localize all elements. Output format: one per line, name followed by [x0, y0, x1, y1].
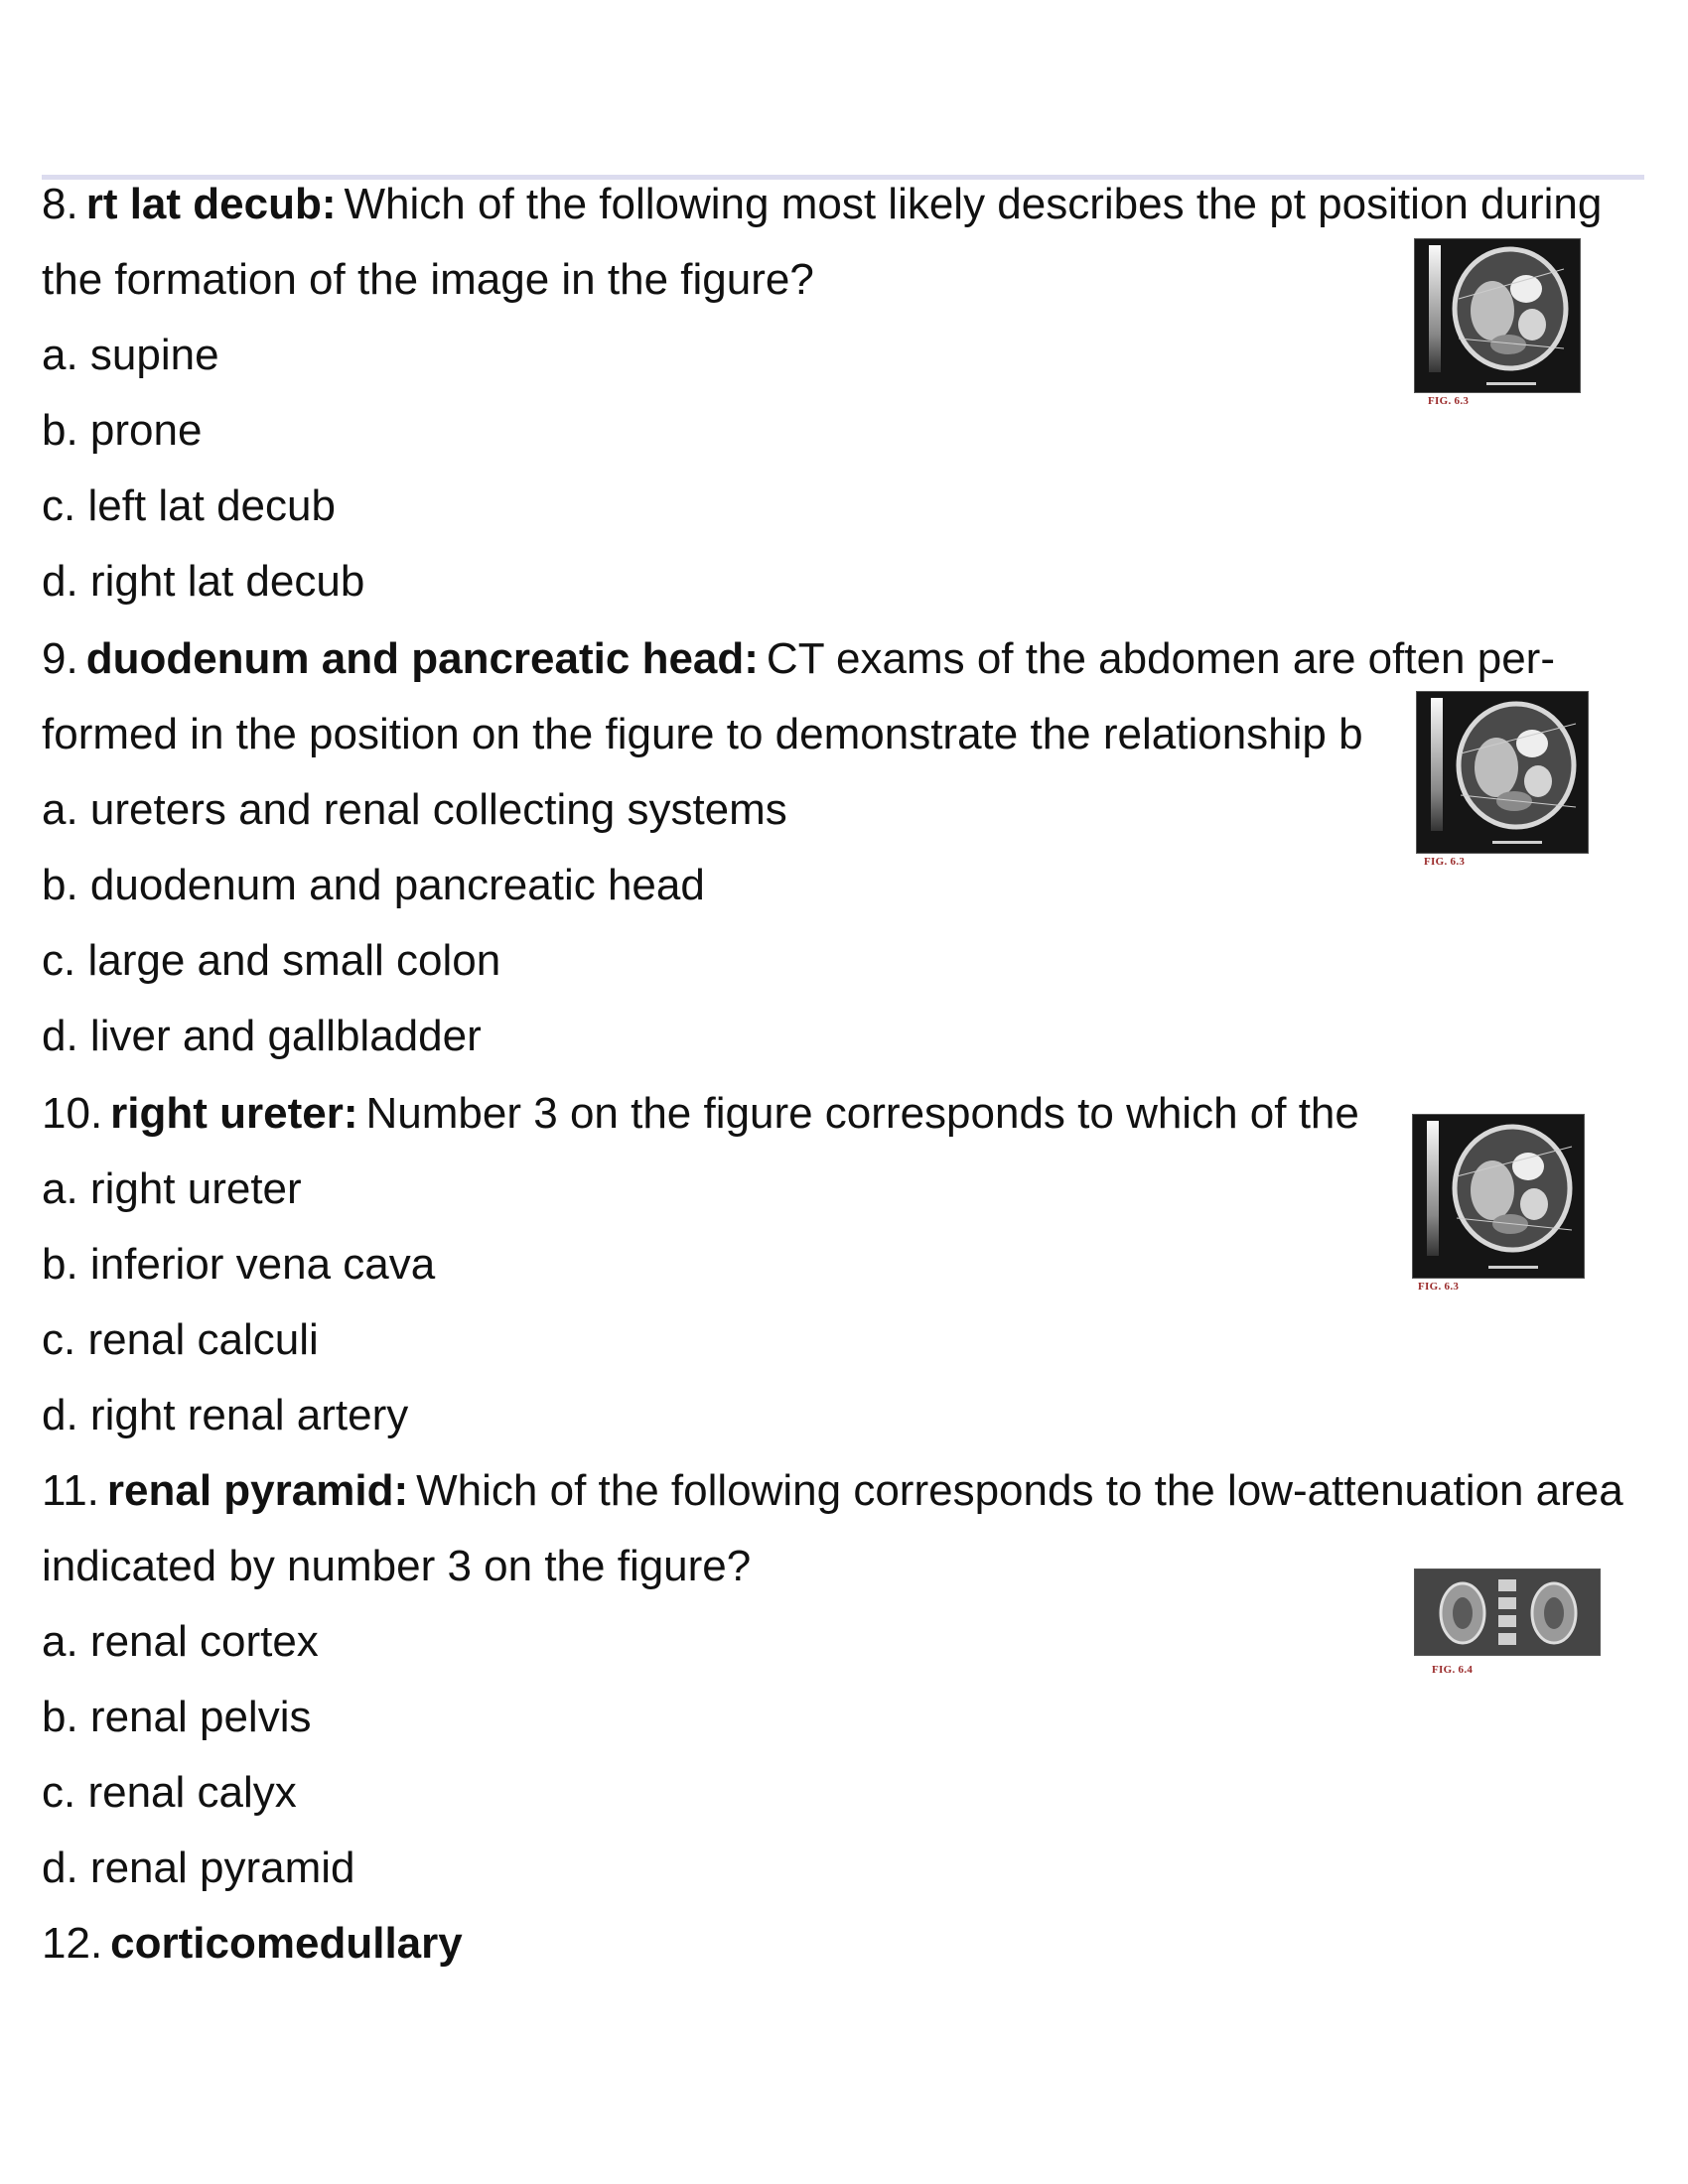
question-prompt: Number 3 on the figure corresponds to which of the [365, 1089, 1359, 1138]
option-d: d. renal pyramid [42, 1843, 355, 1892]
answer-term: duodenum and pancreatic head: [85, 634, 759, 683]
option-b: b. prone [42, 406, 203, 455]
option-a: a. renal cortex [42, 1617, 319, 1666]
ct-figure-6-3 [1394, 1114, 1603, 1297]
question-10-header [42, 1086, 1359, 1142]
question-prompt: Which of the following most likely describes the pt position during [344, 180, 1603, 228]
question-9-header [42, 631, 1555, 687]
question-number: 8. [42, 180, 78, 228]
option-c: c. renal calyx [42, 1768, 297, 1817]
option-d: d. right lat decub [42, 557, 365, 606]
question-11-prompt-cont: indicated by number 3 on the figure? [42, 1542, 752, 1590]
ct-figure-6-4 [1410, 1561, 1609, 1700]
question-8-header [42, 177, 1602, 232]
option-d: d. right renal artery [42, 1391, 409, 1439]
option-b: b. renal pelvis [42, 1693, 312, 1741]
figure-caption: FIG. 6.3 [1418, 1281, 1460, 1293]
question-number: 11. [42, 1466, 99, 1515]
question-12-header [42, 1916, 463, 1972]
coronal-kidney-image [1415, 1570, 1600, 1655]
option-a: a. supine [42, 331, 219, 379]
question-number: 12. [42, 1919, 103, 1968]
option-a: a. right ureter [42, 1164, 302, 1213]
option-c: c. large and small colon [42, 936, 501, 985]
ct-figure-6-3 [1400, 691, 1599, 876]
question-11-header [42, 1463, 1623, 1519]
question-9-prompt-cont: formed in the position on the figure to demonstrate the relationship b [42, 710, 1363, 758]
question-prompt: Which of the following corresponds to the low-attenuation area [416, 1466, 1623, 1515]
figure-caption: FIG. 6.3 [1428, 395, 1470, 407]
option-d: d. liver and gallbladder [42, 1012, 482, 1060]
option-c: c. renal calculi [42, 1315, 319, 1364]
answer-term: rt lat decub: [85, 180, 337, 228]
ct-figure-6-3 [1414, 238, 1589, 417]
question-number: 10. [42, 1089, 103, 1138]
answer-term: corticomedullary [110, 1919, 463, 1968]
figure-caption: FIG. 6.3 [1424, 856, 1466, 868]
answer-term: right ureter: [110, 1089, 358, 1138]
option-b: b. inferior vena cava [42, 1240, 436, 1289]
option-c: c. left lat decub [42, 481, 336, 530]
option-a: a. ureters and renal collecting systems [42, 785, 787, 834]
question-prompt: CT exams of the abdomen are often per- [766, 634, 1555, 683]
ct-scan-image [1415, 239, 1580, 392]
option-b: b. duodenum and pancreatic head [42, 861, 705, 909]
figure-caption: FIG. 6.4 [1432, 1664, 1474, 1676]
question-number: 9. [42, 634, 78, 683]
question-8-prompt-cont: the formation of the image in the figure? [42, 255, 814, 304]
answer-term: renal pyramid: [106, 1466, 409, 1515]
ct-scan-image [1413, 1115, 1584, 1278]
ct-scan-image [1417, 692, 1588, 853]
